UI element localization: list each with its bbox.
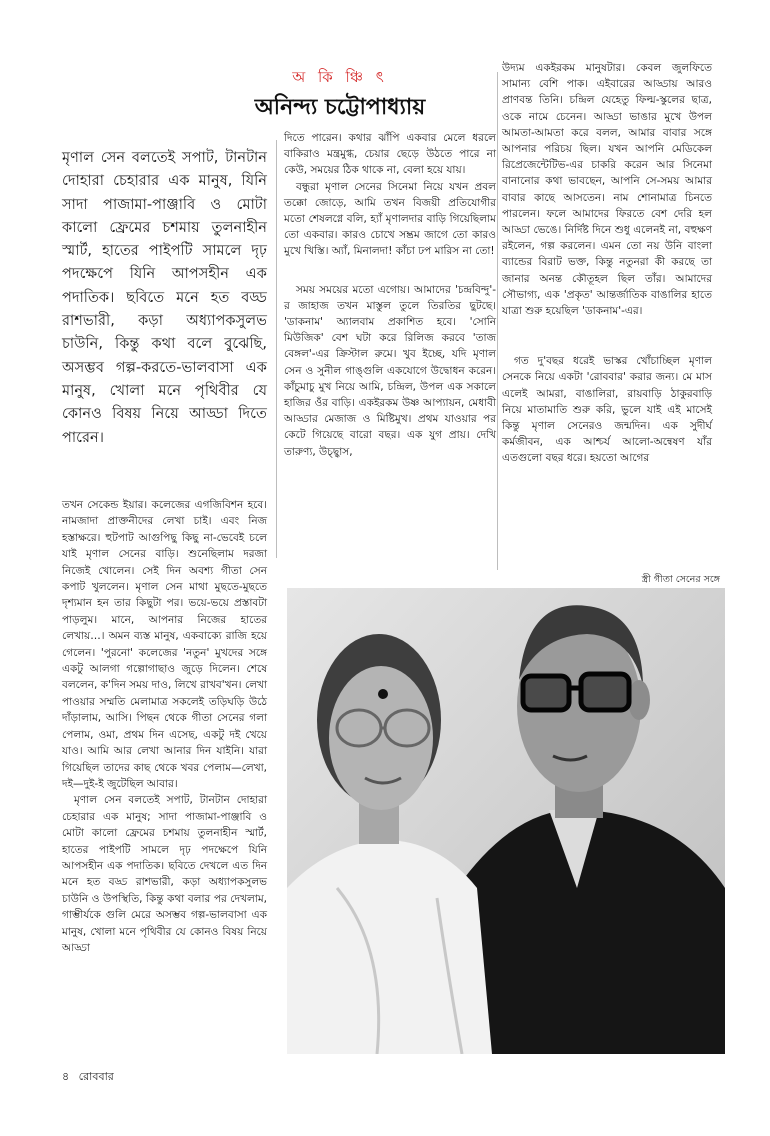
section-kicker: অ কি ঞ্চি ৎ (292, 68, 388, 86)
column3-paragraph-1: উদ্যম একইরকম মানুষটার। কেবল জুলফিতে সামান্য বেশি পাক। এইবারের আড্ডায় আরও প্রাণবন্ত তিনি। চন্দ্রিল যেহেতু ফিল্ম-স্কুলের ছাত্র, ওকে নামে চেনেন। আড্ডা ভাঙার মুখে উপল আমতা-আমতা করে বলল, আমার বাবার সঙ্গে আপনার পরিচয় ছিল। যখন আপনি মেডিকেল রিপ্রেজেন্টেটিভ-এর চাকরি করেন আর সিনেমা বানানোর কথা ভাবছেন, আপনি সে-সময় আমার বাবার কাছে আসতেন। নাম শোনামাত্র চিনতে পারলেন। ফলে আমাদের ফিরতে বেশ দেরি হল আড্ডা ভেঙে। নির্দিষ্ট দিনে শুধু এলেনই না, বহুক্ষণ রইলেন, গল্প করলেন। এমন তো নয় উনি বাংলা ব্যান্ডের বিরাট ভক্ত, কিন্তু নতুনরা কী করছে তা জানার অনন্ত কৌতূহল ছিল তাঁর। আমাদের সৌভাগ্য, এক 'প্রকৃত' আন্তর্জাতিক বাঙালির হাতে যাত্রা শুরু হয়েছিল 'ডাকনাম'-এর। (502, 62, 712, 318)
photo-couple (287, 588, 725, 1054)
page-number: ৪ (62, 1070, 70, 1083)
column-divider-2 (497, 72, 498, 570)
article-column-2 (284, 130, 496, 460)
article-column-1 (62, 497, 267, 956)
column-divider-1 (276, 140, 277, 558)
photo-illustration (287, 588, 725, 1054)
column1-paragraph-2: মৃণাল সেন বলতেই সপাট, টানটান দোহারা চেহারার এক মানুষ; সাদা পাজামা-পাঞ্জাবি ও মোটা কালো ফ্রেমের চশমায় তুলনাহীন স্মার্ট, হাতের পাইপটি সামলে দৃঢ় পদক্ষেপে যিনি আপসহীন এক পদাতিক। ছবিতে দেখলে এত দিন মনে হত বড্ড রাশভারী, কড়া অধ্যাপকসুলভ চাউনি ও উপস্থিতি, কিন্তু কথা বলার পর দেখলাম, গাম্ভীর্যকে গুলি মেরে অসম্ভব গল্প-ভালবাসা এক মানুষ, খোলা মনে পৃথিবীর যে কোনও বিষয় নিয়ে আড্ডা (62, 794, 267, 954)
author-byline: অনিন্দ্য চট্টোপাধ্যায় (254, 94, 426, 120)
column2-paragraph-2: বন্ধুরা মৃণাল সেনের সিনেমা নিয়ে যখন প্রবল তক্কো জোড়ে, আমি তখন বিজয়ী প্রতিযোগীর মতো শেষলগ্নে বলি, হ্যাঁ মৃণালদার বাড়ি গিয়েছিলাম তো একবার। কারও চোখে সম্ভ্রম জাগে তো কারও মুখে খিস্তি। অ্যাঁ, মিনালদা! কাঁচা ঢপ মারিস না তো! (284, 180, 496, 258)
column2-paragraph-1: দিতে পারেন। কথার ঝাঁপি একবার মেলে ধরলে বাকিরাও মন্ত্রমুগ্ধ, চেয়ার ছেড়ে উঠতে পারে না কেউ, সময়ের ঠিক থাকে না, বেলা হয়ে যায়। (284, 132, 496, 177)
column1-paragraph-1: তখন সেকেন্ড ইয়ার। কলেজের এগজিবিশন হবে। নামজাদা প্রাক্তনীদের লেখা চাই। এবং নিজ হস্তাক্ষরে। হুটপাট আগুপিছু কিছু না-ভেবেই চলে যাই মৃণাল সেনের বাড়ি। শুনেছিলাম দরজা নিজেই খোলেন। সেই দিন অবশ্য গীতা সেন কপাট খুললেন। মৃণাল সেন মাথা মুছতে-মুছতে দৃশ্যমান হন তার কিছুটা পর। ভয়ে-ভয়ে প্রস্তাবটা পাড়লুম। মানে, আপনার নিজের হাতের লেখায়…। অমন ব্যস্ত মানুষ, একবাক্যে রাজি হয়ে গেলেন। 'পুরনো' কলেজের 'নতুন' মুখদের সঙ্গে একটু আলগা গল্পোগাছাও জুড়ে দিলেন। শেষে বললেন, ক'দিন সময় দাও, লিখে রাখব'খন। লেখা পাওয়ার সম্মতি মেলামাত্র সকলেই তড়িঘড়ি উঠে দাঁড়ালাম, আসি। পিছন থেকে গীতা সেনের গলা পেলাম, ওমা, প্রথম দিন এসেছ, একটু দই খেয়ে যাও। আমি আর লেখা আনার দিন যাইনি। যারা গিয়েছিল তাদের কাছ থেকে খবর পেলাম—লেখা, দই—দুই-ই জুটেছিল আবার। (62, 499, 267, 790)
lead-paragraph (62, 146, 267, 449)
column2-paragraph-3: সময় সময়ের মতো এগোয়। আমাদের 'চন্দ্রবিন্দু'-র জাহাজ তখন মাস্তুল তুলে তিরতির ছুটছে। 'ডাকনাম' অ্যালবাম প্রকাশিত হবে। 'সোনি মিউজিক' বেশ ঘটা করে রিলিজ করবে 'তাজ বেঙ্গল'-এর ক্রিস্টাল রুমে। খুব ইচ্ছে, যদি মৃণাল সেন ও সুনীল গাঙ্গুলি একযোগে উদ্বোধন করেন। কাঁচুমাচু মুখ নিয়ে আমি, চন্দ্রিল, উপল এক সকালে হাজির ওঁর বাড়ি। একইরকম উষ্ণ আপ্যায়ন, মেধাবী আড্ডার মেজাজ ও মিষ্টিমুখ। প্রথম যাওয়ার পর কেটে গিয়েছে বারো বছর। এক যুগ প্রায়। দেখি তারুণ্য, উচ্ছ্বাস, (284, 283, 496, 458)
photo-caption: স্ত্রী গীতা সেনের সঙ্গে (641, 574, 720, 585)
lead-text: মৃণাল সেন বলতেই সপাট, টানটান দোহারা চেহারার এক মানুষ, যিনি সাদা পাজামা-পাঞ্জাবি ও মোটা কালো ফ্রেমের চশমায় তুলনাহীন স্মার্ট, হাতের পাইপটি সামলে দৃঢ় পদক্ষেপে যিনি আপসহীন এক পদাতিক। ছবিতে মনে হত বড্ড রাশভারী, কড়া অধ্যাপকসুলভ চাউনি, কিন্তু কথা বলে বুঝেছি, অসম্ভব গল্প-করতে-ভালবাসা এক মানুষ, খোলা মনে পৃথিবীর যে কোনও বিষয় নিয়ে আড্ডা দিতে পারেন। (62, 149, 267, 446)
magazine-name: রোববার (78, 1070, 114, 1083)
column3-paragraph-2: গত দু'বছর ধরেই ভাস্কর খোঁচাচ্ছিল মৃণাল সেনকে নিয়ে একটা 'রোববার' করার জন্য। মে মাস এলেই আমরা, বাঙালিরা, রায়বাড়ি ঠাকুরবাড়ি নিয়ে মাতামাতি শুরু করি, ভুলে যাই এই মাসেই কিন্তু মৃণাল সেনেরও জন্মদিন। এক সুদীর্ঘ কর্মজীবন, এক আশ্চর্য আলো-অন্বেষণ যাঁর এতগুলো বছর ধরে। হয়তো আগের (502, 355, 712, 465)
article-column-3 (502, 60, 712, 467)
page-footer (62, 1068, 120, 1087)
